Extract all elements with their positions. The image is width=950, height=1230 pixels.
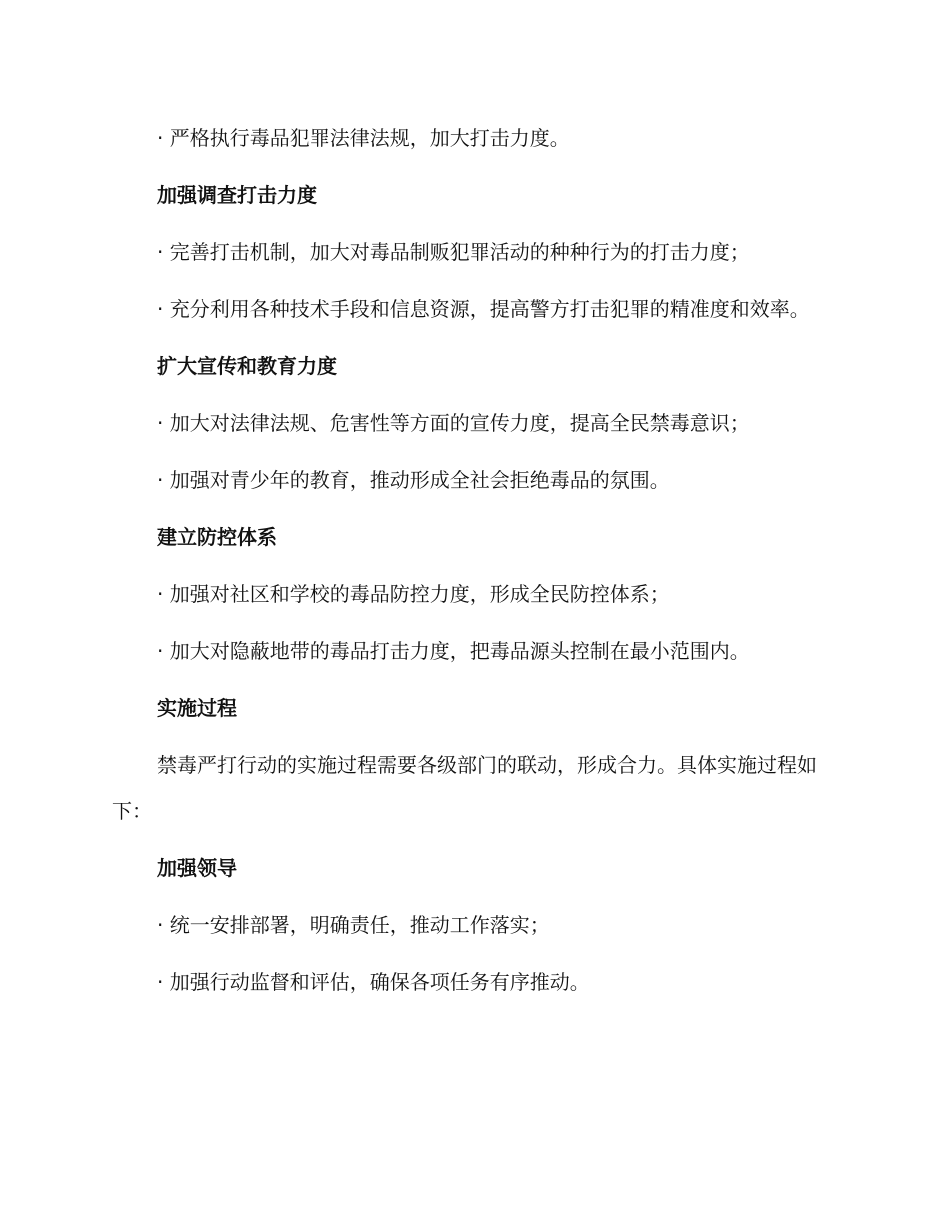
bullet-supervision-evaluation: · 加强行动监督和评估，确保各项任务有序推动。 [157,970,590,994]
bullet-law-publicity: · 加大对法律法规、危害性等方面的宣传力度，提高全民禁毒意识； [157,411,750,435]
bullet-technology-resources: · 充分利用各种技术手段和信息资源，提高警方打击犯罪的精准度和效率。 [157,297,810,321]
section-heading-prevention-system: 建立防控体系 [157,525,277,549]
bullet-youth-education: · 加强对青少年的教育，推动形成全社会拒绝毒品的氛围。 [157,468,670,492]
bullet-improve-mechanism: · 完善打击机制，加大对毒品制贩犯罪活动的种种行为的打击力度； [157,240,750,264]
bullet-community-school: · 加强对社区和学校的毒品防控力度，形成全民防控体系； [157,582,670,606]
bullet-hidden-areas: · 加大对隐蔽地带的毒品打击力度，把毒品源头控制在最小范围内。 [157,639,750,663]
bullet-unified-deployment: · 统一安排部署，明确责任，推动工作落实； [157,913,550,937]
section-heading-publicity-education: 扩大宣传和教育力度 [157,354,337,378]
section-heading-investigation: 加强调查打击力度 [157,183,317,207]
paragraph-implementation: 禁毒严打行动的实施过程需要各级部门的联动，形成合力。具体实施过程如下： [112,753,817,823]
bullet-strict-enforcement: · 严格执行毒品犯罪法律法规，加大打击力度。 [157,126,570,150]
section-heading-implementation: 实施过程 [157,696,237,720]
section-heading-leadership: 加强领导 [157,856,237,880]
